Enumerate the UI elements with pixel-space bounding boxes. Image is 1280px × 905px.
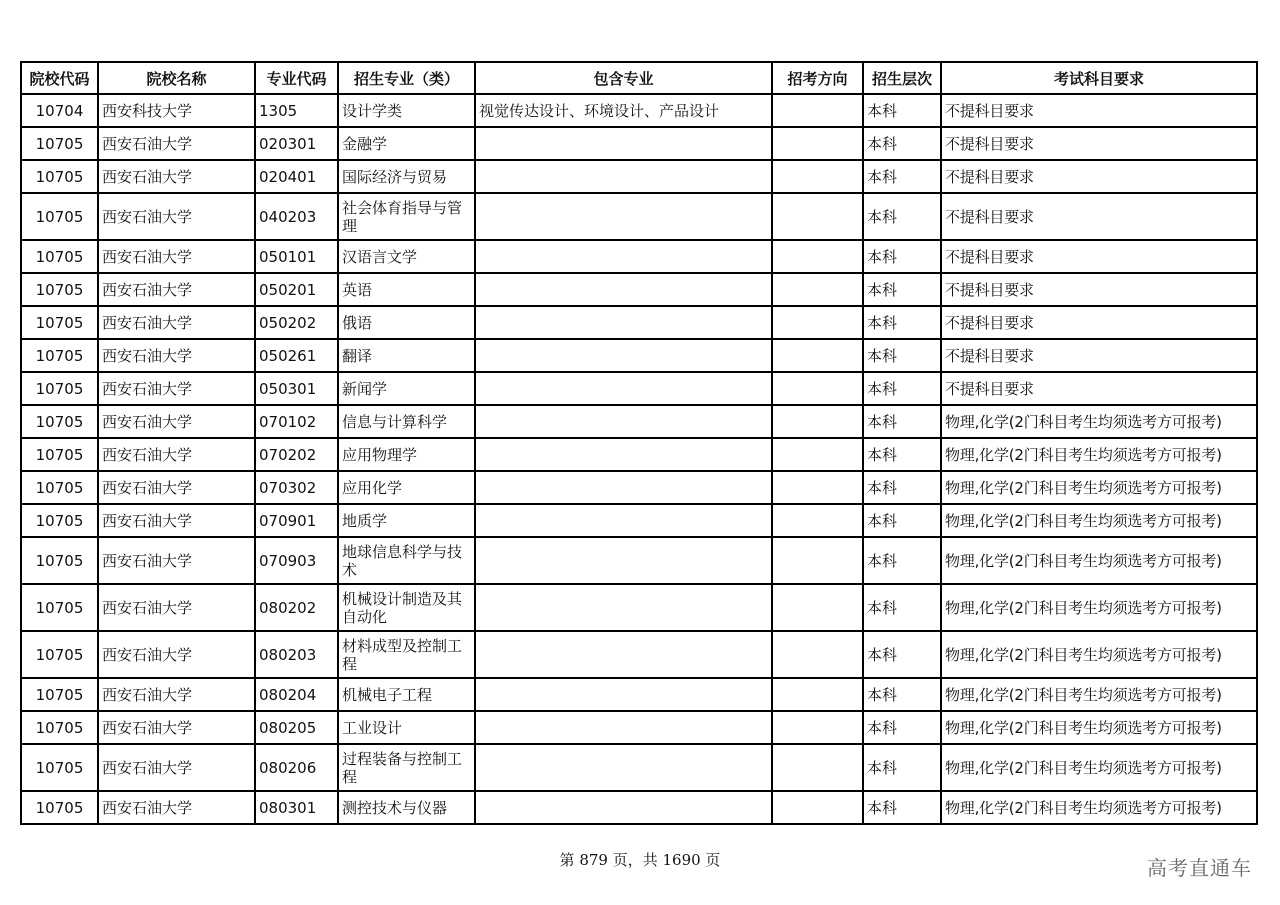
major-cell: 新闻学	[338, 372, 475, 405]
direction-cell	[772, 537, 863, 584]
table-row	[21, 372, 1257, 405]
major-cell: 工业设计	[338, 711, 475, 744]
school-code-cell: 10705	[21, 372, 98, 405]
requirement-cell: 不提科目要求	[941, 240, 1257, 273]
major-code-cell: 1305	[255, 94, 338, 127]
major-cell: 金融学	[338, 127, 475, 160]
major-code-cell: 080202	[255, 584, 338, 631]
requirement-cell: 物理,化学(2门科目考生均须选考方可报考)	[941, 631, 1257, 678]
major-code-cell: 080205	[255, 711, 338, 744]
requirement-cell: 不提科目要求	[941, 193, 1257, 240]
major-code-cell: 080301	[255, 791, 338, 824]
table-row	[21, 240, 1257, 273]
level-cell: 本科	[863, 471, 941, 504]
major-cell: 应用化学	[338, 471, 475, 504]
level-cell: 本科	[863, 94, 941, 127]
requirement-cell: 不提科目要求	[941, 306, 1257, 339]
level-cell: 本科	[863, 631, 941, 678]
includes-cell	[475, 584, 772, 631]
school-name-cell: 西安石油大学	[98, 744, 255, 791]
level-cell: 本科	[863, 791, 941, 824]
level-cell: 本科	[863, 744, 941, 791]
includes-cell	[475, 273, 772, 306]
header-major: 招生专业（类）	[338, 62, 475, 94]
level-cell: 本科	[863, 339, 941, 372]
table-row	[21, 306, 1257, 339]
level-cell: 本科	[863, 160, 941, 193]
school-name-cell: 西安石油大学	[98, 471, 255, 504]
table-row	[21, 273, 1257, 306]
school-code-cell: 10705	[21, 631, 98, 678]
major-code-cell: 050201	[255, 273, 338, 306]
header-includes: 包含专业	[475, 62, 772, 94]
direction-cell	[772, 711, 863, 744]
table-row	[21, 127, 1257, 160]
direction-cell	[772, 193, 863, 240]
major-cell: 过程装备与控制工程	[338, 744, 475, 791]
level-cell: 本科	[863, 372, 941, 405]
includes-cell	[475, 711, 772, 744]
major-cell: 地球信息科学与技术	[338, 537, 475, 584]
direction-cell	[772, 584, 863, 631]
level-cell: 本科	[863, 306, 941, 339]
major-cell: 材料成型及控制工程	[338, 631, 475, 678]
level-cell: 本科	[863, 405, 941, 438]
major-code-cell: 020301	[255, 127, 338, 160]
level-cell: 本科	[863, 240, 941, 273]
direction-cell	[772, 372, 863, 405]
major-code-cell: 070202	[255, 438, 338, 471]
table-row	[21, 631, 1257, 678]
includes-cell	[475, 372, 772, 405]
school-code-cell: 10705	[21, 537, 98, 584]
includes-cell: 视觉传达设计、环境设计、产品设计	[475, 94, 772, 127]
major-code-cell: 050261	[255, 339, 338, 372]
school-code-cell: 10705	[21, 744, 98, 791]
level-cell: 本科	[863, 438, 941, 471]
requirement-cell: 物理,化学(2门科目考生均须选考方可报考)	[941, 744, 1257, 791]
table-row	[21, 791, 1257, 824]
level-cell: 本科	[863, 711, 941, 744]
direction-cell	[772, 127, 863, 160]
requirement-cell: 不提科目要求	[941, 273, 1257, 306]
table-row	[21, 471, 1257, 504]
requirement-cell: 物理,化学(2门科目考生均须选考方可报考)	[941, 678, 1257, 711]
requirement-cell: 不提科目要求	[941, 127, 1257, 160]
includes-cell	[475, 744, 772, 791]
includes-cell	[475, 471, 772, 504]
header-direction: 招考方向	[772, 62, 863, 94]
table-row	[21, 405, 1257, 438]
table-row	[21, 160, 1257, 193]
direction-cell	[772, 306, 863, 339]
includes-cell	[475, 631, 772, 678]
header-school-code: 院校代码	[21, 62, 98, 94]
requirement-cell: 物理,化学(2门科目考生均须选考方可报考)	[941, 438, 1257, 471]
page-number: 第 879 页，共 1690 页	[559, 851, 721, 869]
includes-cell	[475, 438, 772, 471]
school-code-cell: 10705	[21, 405, 98, 438]
major-code-cell: 070302	[255, 471, 338, 504]
direction-cell	[772, 631, 863, 678]
requirement-cell: 物理,化学(2门科目考生均须选考方可报考)	[941, 504, 1257, 537]
watermark: 高考直通车	[1147, 856, 1252, 880]
level-cell: 本科	[863, 584, 941, 631]
requirement-cell: 不提科目要求	[941, 160, 1257, 193]
table-row	[21, 193, 1257, 240]
school-code-cell: 10705	[21, 339, 98, 372]
school-code-cell: 10705	[21, 160, 98, 193]
major-code-cell: 070903	[255, 537, 338, 584]
major-cell: 国际经济与贸易	[338, 160, 475, 193]
school-name-cell: 西安石油大学	[98, 678, 255, 711]
includes-cell	[475, 537, 772, 584]
major-code-cell: 080203	[255, 631, 338, 678]
requirement-cell: 物理,化学(2门科目考生均须选考方可报考)	[941, 405, 1257, 438]
requirement-cell: 物理,化学(2门科目考生均须选考方可报考)	[941, 584, 1257, 631]
school-name-cell: 西安石油大学	[98, 537, 255, 584]
requirement-cell: 不提科目要求	[941, 94, 1257, 127]
major-code-cell: 040203	[255, 193, 338, 240]
requirement-cell: 物理,化学(2门科目考生均须选考方可报考)	[941, 537, 1257, 584]
level-cell: 本科	[863, 504, 941, 537]
school-name-cell: 西安石油大学	[98, 160, 255, 193]
table-row	[21, 94, 1257, 127]
school-name-cell: 西安石油大学	[98, 127, 255, 160]
school-name-cell: 西安石油大学	[98, 631, 255, 678]
direction-cell	[772, 791, 863, 824]
header-row	[21, 62, 1257, 94]
level-cell: 本科	[863, 193, 941, 240]
school-code-cell: 10705	[21, 306, 98, 339]
includes-cell	[475, 339, 772, 372]
major-cell: 机械电子工程	[338, 678, 475, 711]
requirement-cell: 物理,化学(2门科目考生均须选考方可报考)	[941, 711, 1257, 744]
school-name-cell: 西安石油大学	[98, 273, 255, 306]
major-cell: 俄语	[338, 306, 475, 339]
major-code-cell: 080204	[255, 678, 338, 711]
header-level: 招生层次	[863, 62, 941, 94]
includes-cell	[475, 306, 772, 339]
major-cell: 应用物理学	[338, 438, 475, 471]
table-row	[21, 711, 1257, 744]
direction-cell	[772, 160, 863, 193]
school-code-cell: 10705	[21, 678, 98, 711]
school-code-cell: 10705	[21, 584, 98, 631]
school-name-cell: 西安石油大学	[98, 711, 255, 744]
table-row	[21, 504, 1257, 537]
requirement-cell: 不提科目要求	[941, 339, 1257, 372]
includes-cell	[475, 678, 772, 711]
direction-cell	[772, 339, 863, 372]
direction-cell	[772, 504, 863, 537]
header-requirement: 考试科目要求	[941, 62, 1257, 94]
school-code-cell: 10705	[21, 240, 98, 273]
school-code-cell: 10705	[21, 273, 98, 306]
major-code-cell: 050202	[255, 306, 338, 339]
requirement-cell: 物理,化学(2门科目考生均须选考方可报考)	[941, 471, 1257, 504]
requirement-cell: 不提科目要求	[941, 372, 1257, 405]
school-name-cell: 西安石油大学	[98, 240, 255, 273]
table-row	[21, 438, 1257, 471]
major-code-cell: 050301	[255, 372, 338, 405]
school-code-cell: 10705	[21, 711, 98, 744]
includes-cell	[475, 791, 772, 824]
school-name-cell: 西安石油大学	[98, 791, 255, 824]
school-code-cell: 10704	[21, 94, 98, 127]
school-name-cell: 西安石油大学	[98, 405, 255, 438]
level-cell: 本科	[863, 537, 941, 584]
header-major-code: 专业代码	[255, 62, 338, 94]
major-cell: 汉语言文学	[338, 240, 475, 273]
major-code-cell: 020401	[255, 160, 338, 193]
includes-cell	[475, 160, 772, 193]
level-cell: 本科	[863, 127, 941, 160]
major-cell: 社会体育指导与管理	[338, 193, 475, 240]
table-row	[21, 678, 1257, 711]
admissions-table	[20, 61, 1258, 825]
major-cell: 机械设计制造及其自动化	[338, 584, 475, 631]
major-cell: 设计学类	[338, 94, 475, 127]
school-code-cell: 10705	[21, 791, 98, 824]
major-code-cell: 080206	[255, 744, 338, 791]
major-code-cell: 070901	[255, 504, 338, 537]
major-cell: 信息与计算科学	[338, 405, 475, 438]
direction-cell	[772, 405, 863, 438]
school-code-cell: 10705	[21, 438, 98, 471]
school-name-cell: 西安石油大学	[98, 584, 255, 631]
major-cell: 英语	[338, 273, 475, 306]
table-row	[21, 744, 1257, 791]
includes-cell	[475, 193, 772, 240]
includes-cell	[475, 127, 772, 160]
direction-cell	[772, 438, 863, 471]
major-cell: 翻译	[338, 339, 475, 372]
includes-cell	[475, 240, 772, 273]
school-name-cell: 西安石油大学	[98, 306, 255, 339]
direction-cell	[772, 471, 863, 504]
requirement-cell: 物理,化学(2门科目考生均须选考方可报考)	[941, 791, 1257, 824]
level-cell: 本科	[863, 678, 941, 711]
direction-cell	[772, 94, 863, 127]
direction-cell	[772, 678, 863, 711]
school-code-cell: 10705	[21, 471, 98, 504]
school-name-cell: 西安石油大学	[98, 438, 255, 471]
school-name-cell: 西安石油大学	[98, 193, 255, 240]
major-code-cell: 070102	[255, 405, 338, 438]
level-cell: 本科	[863, 273, 941, 306]
school-name-cell: 西安石油大学	[98, 504, 255, 537]
includes-cell	[475, 405, 772, 438]
school-code-cell: 10705	[21, 193, 98, 240]
header-school-name: 院校名称	[98, 62, 255, 94]
major-cell: 测控技术与仪器	[338, 791, 475, 824]
major-cell: 地质学	[338, 504, 475, 537]
school-code-cell: 10705	[21, 504, 98, 537]
direction-cell	[772, 240, 863, 273]
major-code-cell: 050101	[255, 240, 338, 273]
school-name-cell: 西安科技大学	[98, 94, 255, 127]
school-code-cell: 10705	[21, 127, 98, 160]
includes-cell	[475, 504, 772, 537]
table-row	[21, 339, 1257, 372]
school-name-cell: 西安石油大学	[98, 372, 255, 405]
direction-cell	[772, 744, 863, 791]
table-row	[21, 537, 1257, 584]
direction-cell	[772, 273, 863, 306]
table-row	[21, 584, 1257, 631]
school-name-cell: 西安石油大学	[98, 339, 255, 372]
